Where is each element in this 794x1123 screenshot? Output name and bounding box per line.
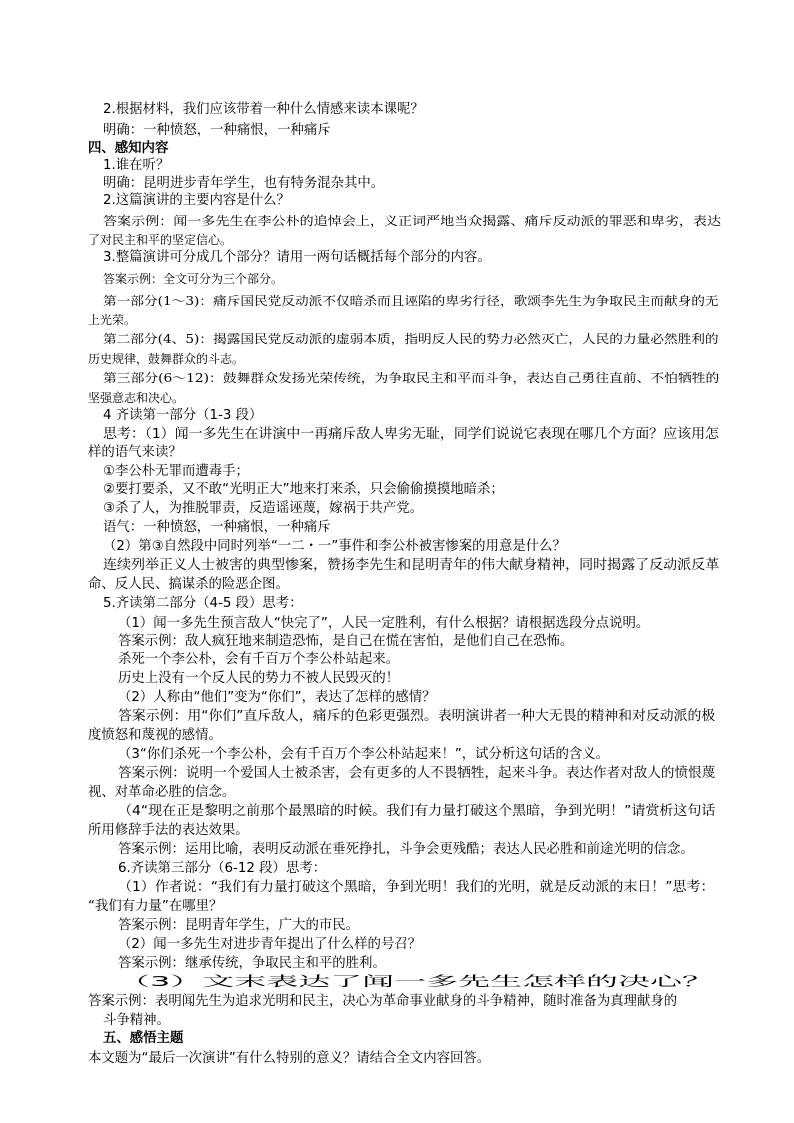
text-line: 本文题为“最后一次演讲”有什么特别的意义？请结合全文内容回答。 (88, 1051, 491, 1066)
text-line: 2.根据材料，我们应该带着一种什么情感来读本课呢？ (103, 102, 424, 117)
text-line: 答案示例：用“你们”直斥敌人，痛斥的色彩更强烈。表明演讲者一种大无畏的精神和对反动派的极 (118, 709, 716, 724)
text-line: 3.整篇演讲可分成几个部分？请用一两句话概括每个部分的内容。 (103, 250, 491, 265)
text-line: ①李公朴无罪而遭毒手； (103, 464, 249, 479)
text-line: 历史规律，鼓舞群众的斗志。 (88, 352, 245, 366)
text-line: 视、对革命必胜的信念。 (88, 785, 236, 800)
text-line: 语气：一种愤怒，一种痛恨，一种痛斥 (103, 520, 331, 535)
text-line: ②要打要杀，又不敢“光明正大”地来打来杀，只会偷偷摸摸地暗杀； (103, 482, 504, 497)
text-line: 样的语气来读？ (88, 445, 182, 460)
text-line: （3）文末表达了闻一多先生怎样的决心？ (118, 975, 714, 990)
text-line: 上光荣。 (88, 313, 137, 327)
text-line: 坚强意志和决心。 (88, 391, 185, 405)
text-line: 5.齐读第二部分（4-5 段）思考： (103, 596, 303, 611)
text-line: 6.齐读第三部分（6-12 段）思考： (118, 861, 327, 876)
text-line: “我们有力量”在哪里？ (88, 899, 223, 914)
text-line: （2）闻一多先生对进步青年提出了什么样的号召？ (118, 937, 422, 952)
text-line: 斗争精神。 (103, 1013, 170, 1028)
text-line: 杀死一个李公朴，会有千百万个李公朴站起来。 (118, 652, 400, 667)
text-line: 答案示例：全文可分为三个部分。 (103, 272, 284, 286)
text-line: （1）作者说：“我们有力量打破这个黑暗，争到光明！我们的光明，就是反动派的末日！”思考： (118, 880, 715, 895)
text-line: 思考：（1）闻一多先生在讲演中一再痛斥敌人卑劣无耻，同学们说说它表现在哪几个方面？应该用怎 (103, 427, 720, 442)
section-heading: 四、感知内容 (88, 141, 169, 156)
text-line: 4 齐读第一部分（1-3 段） (103, 408, 263, 423)
text-line: 答案示例：说明一个爱国人士被杀害，会有更多的人不畏牺牲，起来斗争。表达作者对敌人的愤恨蔑 (118, 766, 716, 781)
text-line: 答案示例：闻一多先生在李公朴的追悼会上，义正词严地当众揭露、痛斥反动派的罪恶和卑劣，表达 (103, 214, 722, 228)
text-line: 度愤怒和蔑视的感情。 (88, 728, 222, 743)
section-heading: 五、感悟主题 (103, 1031, 184, 1046)
text-line: 第三部分(6～12)：鼓舞群众发扬光荣传统，为争取民主和平而斗争，表达自己勇往直前、不怕牺牲的 (103, 371, 720, 385)
text-line: 命、反人民、搞谋杀的险恶企图。 (88, 577, 289, 592)
text-line: 答案示例：运用比喻，表明反动派在垂死挣扎，斗争会更残酷；表达人民必胜和前途光明的信念。 (118, 842, 694, 857)
text-line: 明确：昆明进步青年学生，也有特务混杂其中。 (103, 176, 385, 191)
text-line: （2）第③自然段中同时列举“一二・一”事件和李公朴被害惨案的用意是什么？ (103, 539, 566, 554)
text-line: 2.这篇演讲的主要内容是什么？ (103, 193, 290, 208)
text-line: 答案示例：继承传统，争取民主和平的胜利。 (118, 956, 386, 971)
text-line: 连续列举正义人士被害的典型惨案，赞扬李先生和昆明青年的伟大献身精神，同时揭露了反动派反革 (103, 558, 720, 573)
text-line: 答案示例：表明闻先生为追求光明和民主，决心为革命事业献身的斗争精神，随时准备为真理献身的 (88, 994, 678, 1009)
text-line: （3“你们杀死一个李公朴，会有千百万个李公朴站起来！”，试分析这句话的含义。 (118, 747, 610, 762)
text-line: 第一部分(1～3)：痛斥国民党反动派不仅暗杀而且诬陷的卑劣行径，歌颂李先生为争取民主而献身的无 (103, 294, 719, 308)
text-line: 答案示例：昆明青年学生，广大的市民。 (118, 918, 360, 933)
text-line: （2）人称由“他们”变为“你们”，表达了怎样的感情？ (118, 690, 436, 705)
text-line: 了对民主和平的坚定信心。 (88, 233, 233, 247)
text-line: 1.谁在听？ (103, 158, 170, 173)
text-line: （1）闻一多先生预言敌人“快完了”，人民一定胜利，有什么根据？请根据选段分点说明。 (118, 616, 650, 631)
text-line: 第二部分(4、5)：揭露国民党反动派的虚弱本质，指明反人民的势力必然灭亡，人民的力量必然胜利的 (103, 332, 719, 346)
text-line: ③杀了人，为推脱罪责，反造谣诬蔑，嫁祸于共产党。 (103, 501, 423, 516)
text-line: 历史上没有一个反人民的势力不被人民毁灭的！ (118, 671, 400, 686)
text-line: 所用修辞手法的表达效果。 (88, 823, 249, 838)
text-line: （4“现在正是黎明之前那个最黑暗的时候。我们有力量打破这个黑暗，争到光明！”请赏析这句话 (118, 804, 716, 819)
text-line: 答案示例：敌人疯狂地来制造恐怖，是自己在慌在害怕，是他们自己在恐怖。 (118, 634, 574, 649)
text-line: 明确：一种愤怒，一种痛恨，一种痛斥 (103, 123, 331, 138)
